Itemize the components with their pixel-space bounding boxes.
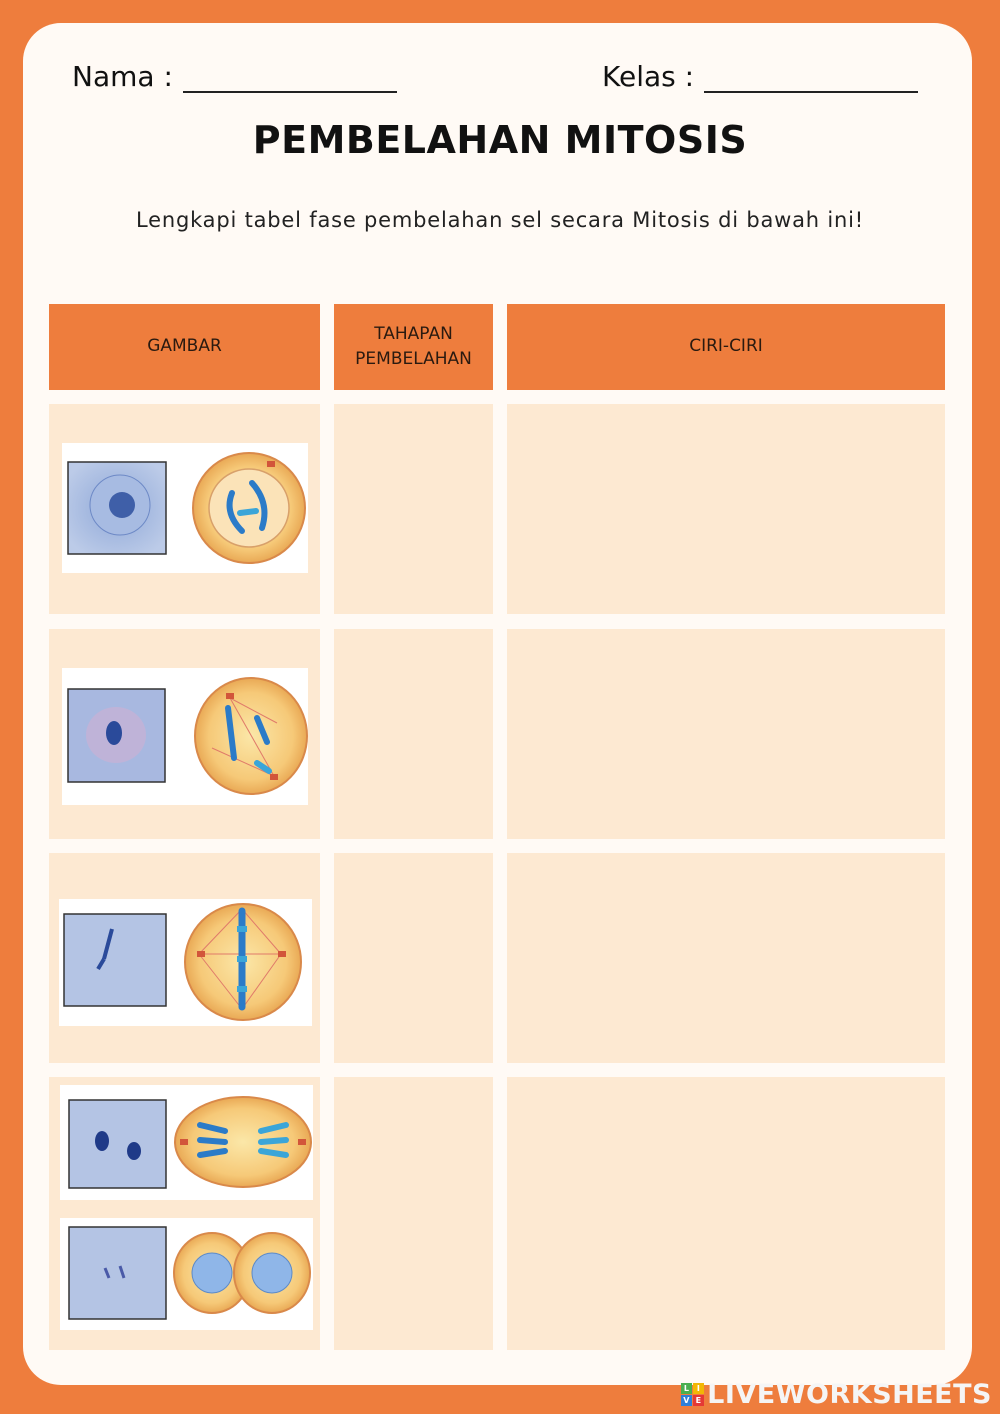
class-label: Kelas : — [602, 60, 695, 93]
class-field — [602, 60, 918, 93]
prometaphase-image — [62, 668, 308, 805]
tahapan-cell-1[interactable] — [334, 404, 493, 614]
anaphase-image — [60, 1085, 313, 1200]
telophase-image — [60, 1218, 313, 1330]
page-title: PEMBELAHAN MITOSIS — [252, 118, 748, 162]
liveworksheets-logo — [681, 1379, 992, 1410]
badge-letter: L — [681, 1383, 692, 1394]
ciri-cell-1[interactable] — [507, 404, 945, 614]
badge-letter: E — [693, 1395, 704, 1406]
name-input-line[interactable] — [183, 75, 397, 93]
name-field — [72, 60, 397, 93]
badge-letter: I — [693, 1383, 704, 1394]
tahapan-cell-4[interactable] — [334, 1077, 493, 1350]
badge-letter: V — [681, 1395, 692, 1406]
ciri-cell-4[interactable] — [507, 1077, 945, 1350]
column-header-gambar: GAMBAR — [49, 304, 320, 390]
brand-text: LIVEWORKSHEETS — [707, 1379, 992, 1410]
instruction-text: Lengkapi tabel fase pembelahan sel secara Mitosis di bawah ini! — [136, 208, 864, 232]
column-header-ciri: CIRI-CIRI — [507, 304, 945, 390]
tahapan-cell-2[interactable] — [334, 629, 493, 839]
ciri-cell-3[interactable] — [507, 853, 945, 1063]
ciri-cell-2[interactable] — [507, 629, 945, 839]
live-badge-icon — [681, 1383, 704, 1406]
prophase-image — [62, 443, 308, 573]
column-header-tahapan: TAHAPAN PEMBELAHAN — [334, 304, 493, 390]
name-label: Nama : — [72, 60, 173, 93]
metaphase-image — [59, 899, 312, 1026]
tahapan-cell-3[interactable] — [334, 853, 493, 1063]
class-input-line[interactable] — [704, 75, 918, 93]
